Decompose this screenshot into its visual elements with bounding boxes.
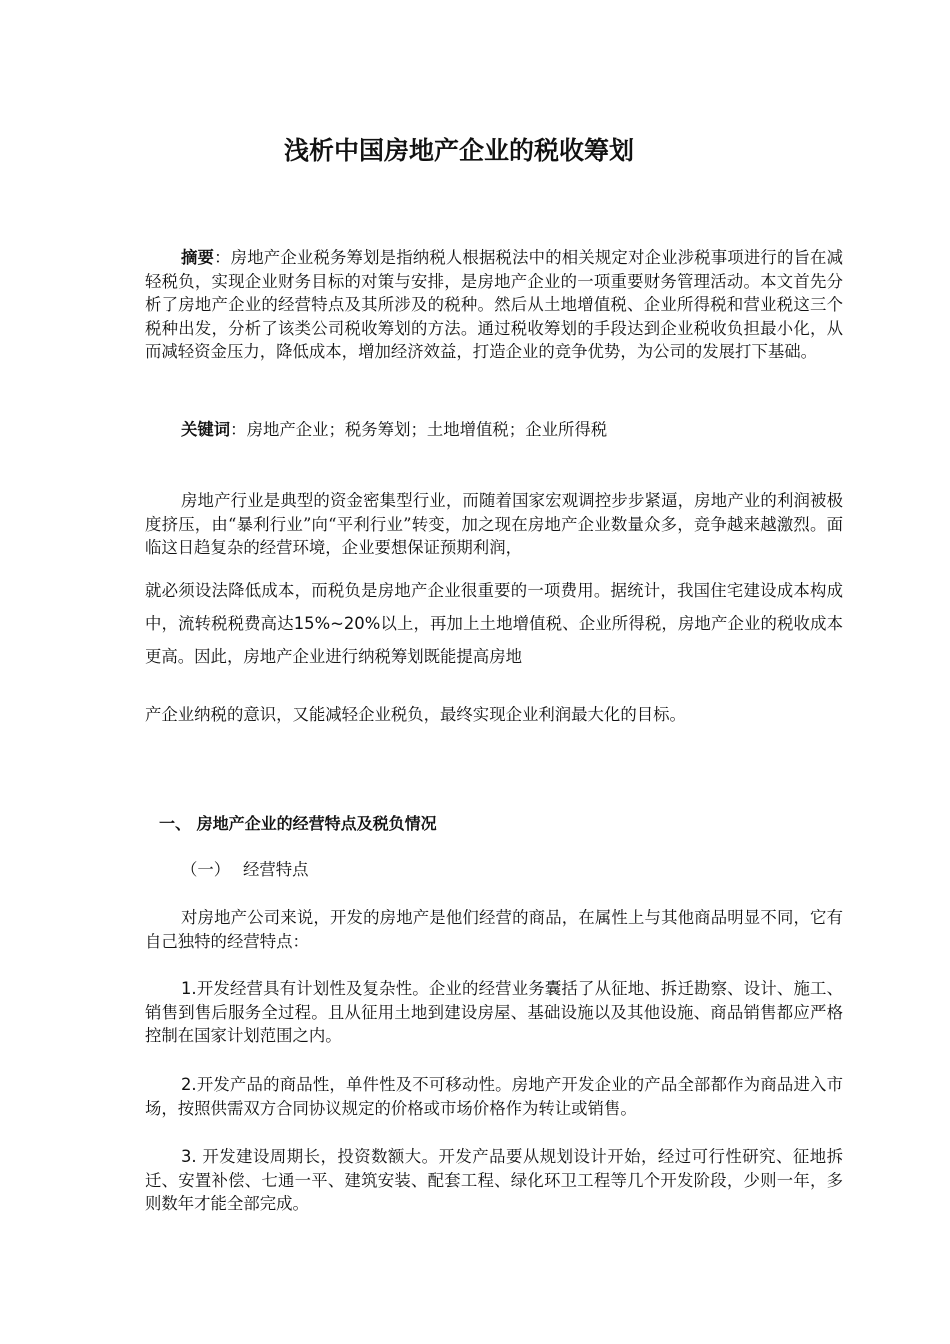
list-item-text: 开发经营具有计划性及复杂性。企业的经营业务囊括了从征地、拆迁勘察、设计、施工、销售到售后服务全过程。且从征用土地到建设房屋、基础设施以及其他设施、商品销售都应严格控制在国家计划范围之内。 xyxy=(145,979,843,1046)
keywords-text: 房地产企业；税务筹划；土地增值税；企业所得税 xyxy=(246,420,608,439)
list-item-number: 1. xyxy=(181,979,197,998)
intro-percent: 15%~20% xyxy=(293,614,381,633)
subsection-heading xyxy=(181,858,309,882)
intro-paragraph-part1: 房地产行业是典型的资金密集型行业，而随着国家宏观调控步步紧逼，房地产业的利润被极度挤压，由“暴利行业”向“平利行业”转变，加之现在房地产企业数量众多，竞争越来越激烈。面临这日趋复杂的经营环境，企业要想保证预期利润， xyxy=(145,491,843,558)
section-intro-paragraph: 对房地产公司来说，开发的房地产是他们经营的商品，在属性上与其他商品明显不同，它有自己独特的经营特点： xyxy=(145,908,843,951)
keywords-label: 关键词 xyxy=(181,420,231,439)
keywords-separator: ： xyxy=(230,420,247,439)
list-item-text: 开发建设周期长，投资数额大。开发产品要从规划设计开始，经过可行性研究、征地拆迁、安置补偿、七通一平、建筑安装、配套工程、绿化环卫工程等几个开发阶段，少则一年，多则数年才能全部完成。 xyxy=(145,1147,844,1214)
list-item xyxy=(145,1073,843,1120)
intro-text-2: 就必须设法降低成本，而税负是房地产企业很重要的一项费用。据统计，我国住宅建设成本构成中，流转税税费高达 xyxy=(145,581,843,633)
intro-text-3: 以上，再加上土地增值税、企业所得税，房地产企业的税收成本更高。因此，房地产企业进行纳税筹划既能提高房地 xyxy=(145,614,844,666)
list-item-text: 开发产品的商品性，单件性及不可移动性。房地产开发企业的产品全部都作为商品进入市场，按照供需双方合同协议规定的价格或市场价格作为转让或销售。 xyxy=(145,1075,843,1118)
subsection-number: （一） xyxy=(181,860,231,879)
abstract-text: 房地产企业税务筹划是指纳税人根据税法中的相关规定对企业涉税事项进行的旨在减轻税负，实现企业财务目标的对策与安排，是房地产企业的一项重要财务管理活动。本文首先分析了房地产企业的经营特点及其所涉及的税种。然后从土地增值税、企业所得税和营业税这三个税种出发，分析了该类公司税收筹划的方法。通过税收筹划的手段达到企业税收负担最小化，从而减轻资金压力，降低成本，增加经济效益，打造企业的竞争优势，为公司的发展打下基础。 xyxy=(145,248,844,362)
subsection-title: 经营特点 xyxy=(243,860,309,879)
section-heading: 一、 房地产企业的经营特点及税负情况 xyxy=(159,814,437,833)
list-item-number: 2. xyxy=(181,1075,197,1094)
document-title: 浅析中国房地产企业的税收筹划 xyxy=(283,136,634,165)
abstract-separator: ： xyxy=(214,248,231,267)
keywords-paragraph xyxy=(145,418,843,442)
list-item-number: 3. xyxy=(181,1147,203,1166)
intro-paragraph-part2 xyxy=(145,574,843,673)
intro-paragraph-part4: 产企业纳税的意识，又能减轻企业税负，最终实现企业利润最大化的目标。 xyxy=(145,705,686,724)
list-item xyxy=(145,977,843,1048)
abstract-paragraph xyxy=(145,246,843,364)
abstract-label: 摘要 xyxy=(181,248,215,267)
list-item xyxy=(145,1145,843,1216)
